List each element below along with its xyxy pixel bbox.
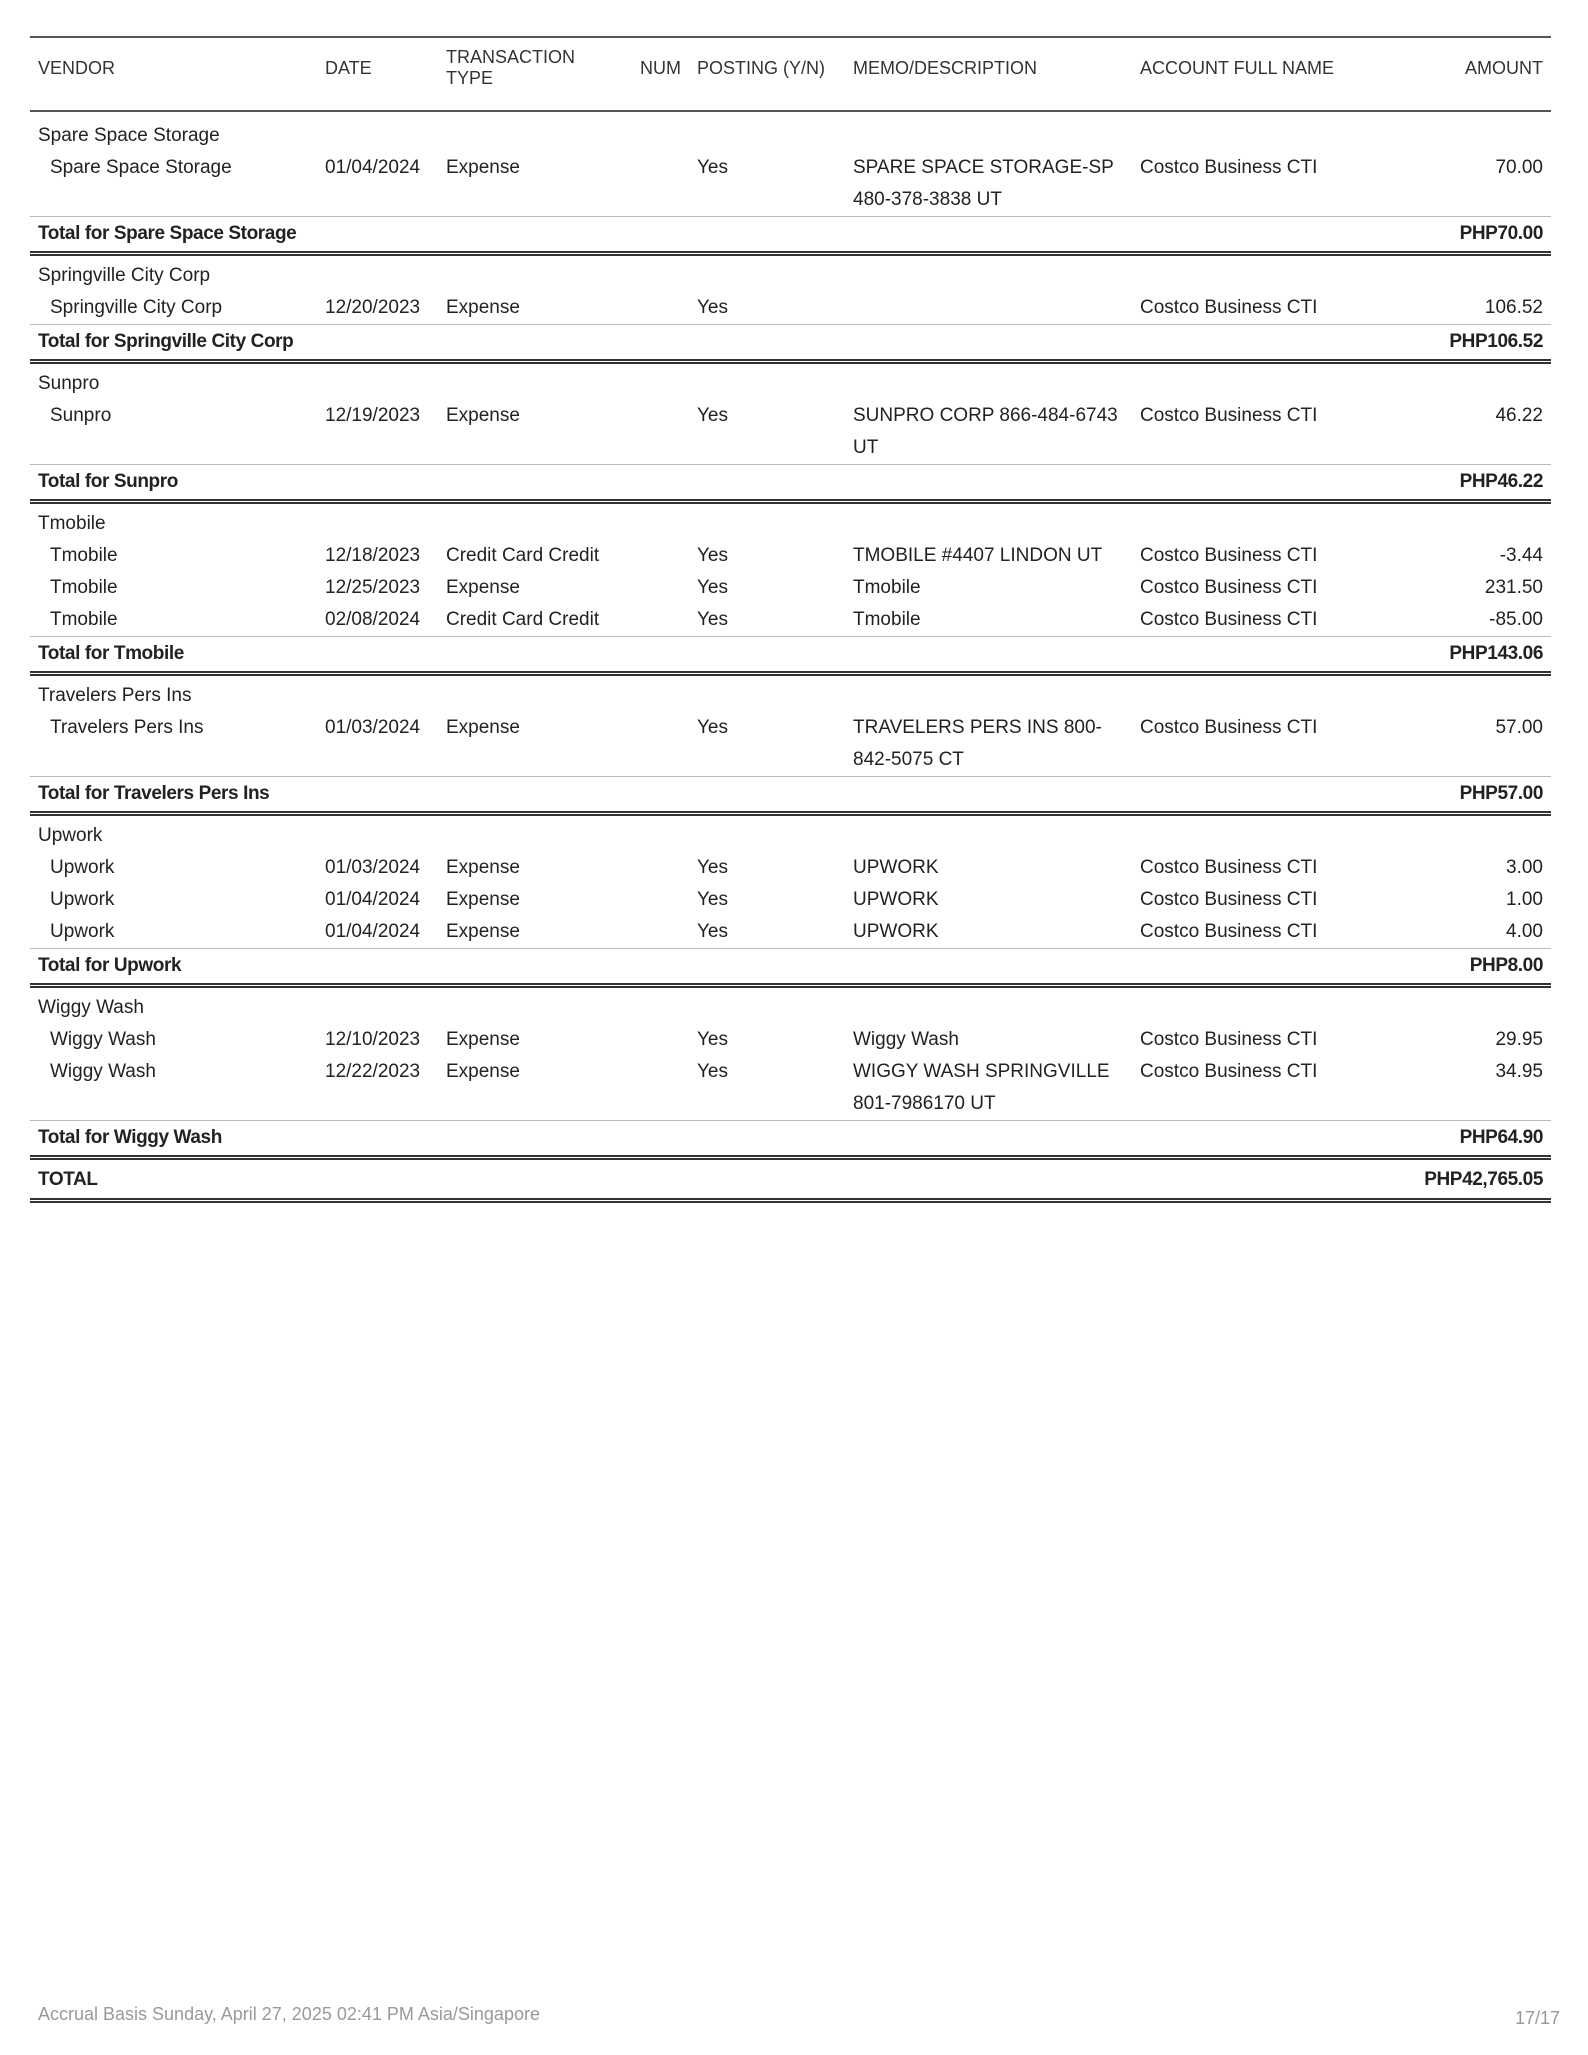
row-vendor: Springville City Corp	[50, 297, 223, 318]
row-account: Costco Business CTI	[1140, 157, 1318, 178]
row-transaction-type: Expense	[446, 157, 520, 178]
row-account: Costco Business CTI	[1140, 857, 1318, 878]
group-vendor-name: Travelers Pers Ins	[38, 685, 192, 706]
group-total-amount: PHP57.00	[1362, 777, 1551, 814]
row-transaction-type: Expense	[446, 405, 520, 426]
table-row[interactable]	[30, 916, 1551, 949]
row-vendor: Wiggy Wash	[50, 1029, 156, 1050]
row-date: 01/03/2024	[325, 717, 421, 738]
row-memo: UPWORK	[853, 921, 939, 942]
group-total-amount: PHP46.22	[1362, 465, 1551, 502]
group-total-label: Total for Travelers Pers Ins	[30, 777, 1362, 814]
group-total-label: Total for Sunpro	[30, 465, 1362, 502]
row-transaction-type: Expense	[446, 1061, 520, 1082]
row-date: 02/08/2024	[325, 609, 421, 630]
group-total-label: Total for Upwork	[30, 949, 1362, 986]
group-total-row	[30, 465, 1551, 502]
row-posting: Yes	[697, 577, 728, 598]
row-num	[629, 400, 689, 465]
row-memo: SPARE SPACE STORAGE-SP 480-378-3838 UT	[853, 157, 1114, 210]
row-amount: -3.44	[1499, 545, 1543, 566]
column-header-account[interactable]: ACCOUNT FULL NAME	[1132, 37, 1362, 111]
row-memo	[845, 292, 1132, 325]
row-transaction-type: Expense	[446, 577, 520, 598]
row-posting: Yes	[697, 609, 728, 630]
row-posting: Yes	[697, 857, 728, 878]
row-memo: TMOBILE #4407 LINDON UT	[853, 545, 1103, 566]
page-number: 17/17	[1514, 2008, 1560, 2028]
row-transaction-type: Credit Card Credit	[446, 545, 600, 566]
row-date: 01/04/2024	[325, 921, 421, 942]
row-memo: UPWORK	[853, 889, 939, 910]
row-posting: Yes	[697, 297, 728, 318]
group-vendor-name: Upwork	[38, 825, 103, 846]
group-vendor-name: Sunpro	[38, 373, 100, 394]
grand-total-label: TOTAL	[30, 1158, 1362, 1201]
row-amount: -85.00	[1489, 609, 1543, 630]
row-num	[629, 1056, 689, 1121]
table-row[interactable]	[30, 1024, 1551, 1056]
table-row[interactable]	[30, 292, 1551, 325]
row-posting: Yes	[697, 921, 728, 942]
row-vendor: Spare Space Storage	[50, 157, 232, 178]
row-num	[629, 1024, 689, 1056]
row-account: Costco Business CTI	[1140, 889, 1318, 910]
row-memo: UPWORK	[853, 857, 939, 878]
table-row[interactable]	[30, 1056, 1551, 1121]
column-header-vendor[interactable]: VENDOR	[30, 37, 317, 111]
group-total-amount: PHP8.00	[1362, 949, 1551, 986]
column-header-date[interactable]: DATE	[317, 37, 438, 111]
column-header-transaction-type[interactable]: TRANSACTION TYPE	[438, 37, 629, 111]
row-memo: SUNPRO CORP 866-484-6743 UT	[853, 405, 1118, 458]
group-total-amount: PHP106.52	[1362, 325, 1551, 362]
row-amount: 34.95	[1495, 1061, 1543, 1082]
row-amount: 57.00	[1495, 717, 1543, 738]
row-posting: Yes	[697, 545, 728, 566]
row-account: Costco Business CTI	[1140, 717, 1318, 738]
row-num	[629, 916, 689, 949]
row-posting: Yes	[697, 1029, 728, 1050]
row-memo: Wiggy Wash	[853, 1029, 959, 1050]
group-total-label: Total for Spare Space Storage	[30, 217, 1362, 254]
vendor-group-header[interactable]	[30, 362, 1551, 401]
row-vendor: Wiggy Wash	[50, 1061, 156, 1082]
group-total-row	[30, 217, 1551, 254]
row-account: Costco Business CTI	[1140, 577, 1318, 598]
row-num	[629, 540, 689, 572]
table-row[interactable]	[30, 712, 1551, 777]
row-vendor: Upwork	[50, 857, 115, 878]
column-header-num[interactable]: NUM	[629, 37, 689, 111]
row-posting: Yes	[697, 717, 728, 738]
row-num	[629, 604, 689, 637]
group-vendor-name: Tmobile	[38, 513, 106, 534]
row-num	[629, 852, 689, 884]
row-transaction-type: Expense	[446, 717, 520, 738]
vendor-transaction-report	[30, 36, 1551, 1203]
table-row[interactable]	[30, 884, 1551, 916]
row-num	[629, 572, 689, 604]
row-memo: WIGGY WASH SPRINGVILLE 801-7986170 UT	[853, 1061, 1110, 1114]
group-total-label: Total for Springville City Corp	[30, 325, 1362, 362]
table-row[interactable]	[30, 604, 1551, 637]
row-date: 12/22/2023	[325, 1061, 421, 1082]
row-date: 12/20/2023	[325, 297, 421, 318]
row-vendor: Tmobile	[50, 577, 118, 598]
row-num	[629, 884, 689, 916]
group-total-amount: PHP64.90	[1362, 1121, 1551, 1158]
column-header-memo[interactable]: MEMO/DESCRIPTION	[845, 37, 1132, 111]
row-amount: 231.50	[1484, 577, 1543, 598]
row-memo: TRAVELERS PERS INS 800-842-5075 CT	[853, 717, 1102, 770]
group-total-row	[30, 1121, 1551, 1158]
row-vendor: Upwork	[50, 921, 115, 942]
row-num	[629, 292, 689, 325]
table-row[interactable]	[30, 572, 1551, 604]
row-posting: Yes	[697, 889, 728, 910]
row-num	[629, 712, 689, 777]
row-posting: Yes	[697, 157, 728, 178]
row-amount: 106.52	[1484, 297, 1543, 318]
group-vendor-name: Spare Space Storage	[38, 125, 220, 146]
group-vendor-name: Wiggy Wash	[38, 997, 144, 1018]
row-transaction-type: Expense	[446, 297, 520, 318]
row-amount: 1.00	[1506, 889, 1543, 910]
grand-total-row	[30, 1158, 1551, 1201]
report-footer: Accrual Basis Sunday, April 27, 2025 02:41 PM Asia/Singapore	[38, 2004, 540, 2024]
grand-total-amount: PHP42,765.05	[1362, 1158, 1551, 1201]
row-date: 12/10/2023	[325, 1029, 421, 1050]
vendor-group-header[interactable]	[30, 502, 1551, 541]
row-date: 12/25/2023	[325, 577, 421, 598]
vendor-group-header[interactable]	[30, 986, 1551, 1025]
group-vendor-name: Springville City Corp	[38, 265, 211, 286]
row-memo: Tmobile	[853, 609, 921, 630]
row-date: 12/18/2023	[325, 545, 421, 566]
row-vendor: Travelers Pers Ins	[50, 717, 204, 738]
table-row[interactable]	[30, 852, 1551, 884]
group-total-row	[30, 637, 1551, 674]
row-vendor: Upwork	[50, 889, 115, 910]
row-account: Costco Business CTI	[1140, 921, 1318, 942]
row-transaction-type: Expense	[446, 1029, 520, 1050]
row-posting: Yes	[697, 1061, 728, 1082]
row-vendor: Tmobile	[50, 545, 118, 566]
group-total-label: Total for Wiggy Wash	[30, 1121, 1362, 1158]
row-memo: Tmobile	[853, 577, 921, 598]
group-total-row	[30, 949, 1551, 986]
row-num	[629, 152, 689, 217]
row-transaction-type: Expense	[446, 857, 520, 878]
row-account: Costco Business CTI	[1140, 609, 1318, 630]
row-transaction-type: Expense	[446, 889, 520, 910]
vendor-group-header[interactable]	[30, 814, 1551, 853]
column-header-amount[interactable]: AMOUNT	[1362, 37, 1551, 111]
row-vendor: Sunpro	[50, 405, 112, 426]
table-row[interactable]	[30, 152, 1551, 217]
row-transaction-type: Expense	[446, 921, 520, 942]
row-date: 12/19/2023	[325, 405, 421, 426]
row-amount: 4.00	[1506, 921, 1543, 942]
vendor-group-header[interactable]	[30, 111, 1551, 152]
row-account: Costco Business CTI	[1140, 405, 1318, 426]
column-header-posting[interactable]: POSTING (Y/N)	[689, 37, 845, 111]
vendor-group-header[interactable]	[30, 674, 1551, 713]
row-transaction-type: Credit Card Credit	[446, 609, 600, 630]
row-amount: 46.22	[1495, 405, 1543, 426]
vendor-group-header[interactable]	[30, 254, 1551, 293]
row-vendor: Tmobile	[50, 609, 118, 630]
row-posting: Yes	[697, 405, 728, 426]
group-total-label: Total for Tmobile	[30, 637, 1362, 674]
row-account: Costco Business CTI	[1140, 1029, 1318, 1050]
row-date: 01/04/2024	[325, 889, 421, 910]
table-row[interactable]	[30, 400, 1551, 465]
table-row[interactable]	[30, 540, 1551, 572]
group-total-amount: PHP70.00	[1362, 217, 1551, 254]
row-date: 01/04/2024	[325, 157, 421, 178]
row-amount: 29.95	[1495, 1029, 1543, 1050]
group-total-row	[30, 777, 1551, 814]
transactions-table	[30, 36, 1551, 1203]
row-amount: 70.00	[1495, 157, 1543, 178]
row-date: 01/03/2024	[325, 857, 421, 878]
row-account: Costco Business CTI	[1140, 297, 1318, 318]
group-total-row	[30, 325, 1551, 362]
header-row	[30, 37, 1551, 111]
group-total-amount: PHP143.06	[1362, 637, 1551, 674]
row-amount: 3.00	[1506, 857, 1543, 878]
row-account: Costco Business CTI	[1140, 1061, 1318, 1082]
row-account: Costco Business CTI	[1140, 545, 1318, 566]
